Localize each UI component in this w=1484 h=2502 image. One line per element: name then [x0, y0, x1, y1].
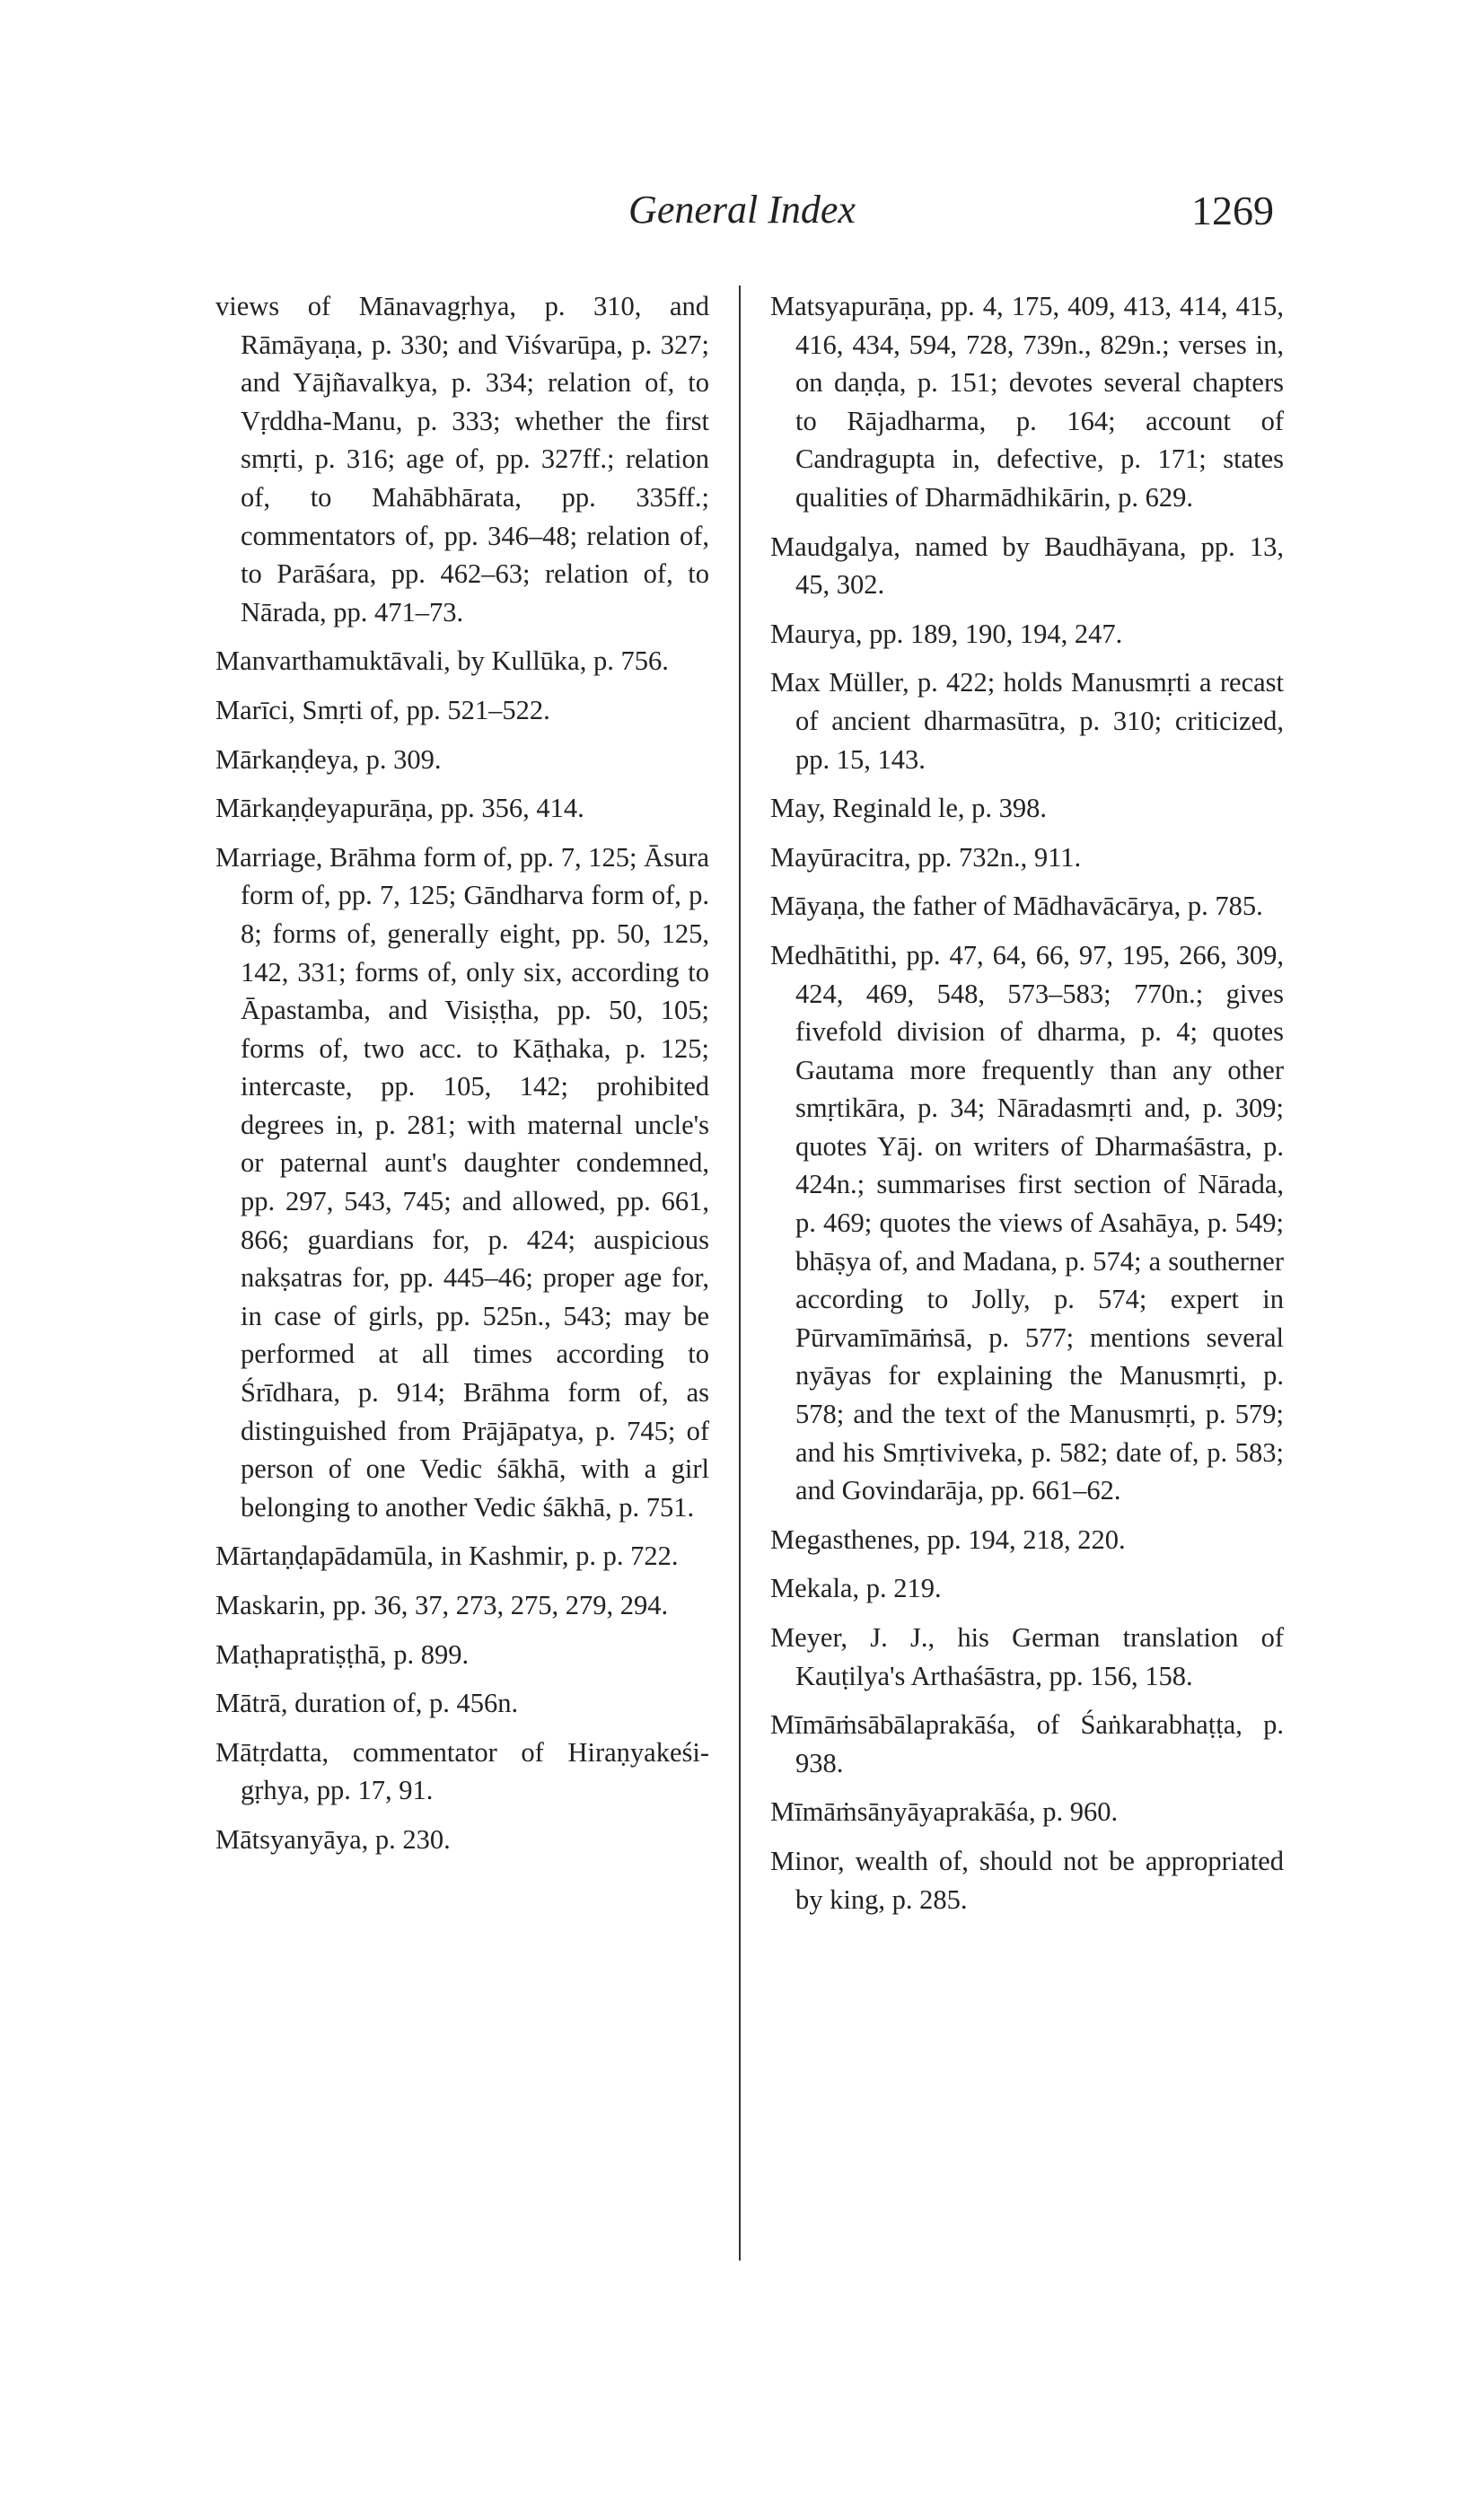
running-title: General Index [628, 188, 856, 232]
index-entry: Mātsyanyāya, p. 230. [215, 1823, 451, 1855]
index-entry: Mīmāṁsābālaprakāśa, of Śaṅkarabhaṭṭa, p. 938. [770, 1709, 1284, 1778]
index-entry: May, Reginald le, p. 398. [770, 793, 1048, 824]
index-entry: Max Müller, p. 422; holds Manusmṛti a recast of ancient dharmasūtra, p. 310; criticized, pp. 15, 143. [770, 667, 1284, 775]
index-entry: Minor, wealth of, should not be appropriated by king, p. 285. [770, 1845, 1284, 1915]
index-entry: Matsyapurāṇa, pp. 4, 175, 409, 413, 414, 415, 416, 434, 594, 728, 739n., 829n.; verses in, on daṇḍa, p. 151; devotes several chapters to Rājadharma, p. 164; account of Candragupta in, defective, p. 171; states qualities of Dharmādhikārin, p. 629. [770, 291, 1284, 513]
index-entry: Mayūracitra, pp. 732n., 911. [770, 841, 1082, 873]
index-entry: Mārkaṇḍeya, p. 309. [215, 743, 442, 775]
index-entry: Marīci, Smṛti of, pp. 521–522. [215, 694, 550, 725]
index-entry: Manvarthamuktāvali, by Kullūka, p. 756. [215, 645, 669, 677]
index-entry: Meyer, J. J., his German translation of Kauṭilya's Arthaśāstra, pp. 156, 158. [770, 1622, 1284, 1691]
index-entry: views of Mānavagṛhya, p. 310, and Rāmāyaṇa, p. 330; and Viśvarūpa, p. 327; and Yājñavalkya, p. 334; relation of, to Vṛddha-Manu, p. 333; whether the first smṛti, p. 316; age of, pp. 327ff.; relation of, to Mahābhārata, pp. 335ff.; commentators of, pp. 346–48; relation of, to Parāśara, pp. 462–63; relation of, to Nārada, pp. 471–73. [215, 291, 709, 628]
index-entry: Mātrā, duration of, p. 456n. [215, 1688, 519, 1719]
index-entry: Mekala, p. 219. [770, 1573, 942, 1604]
index-entry: Maudgalya, named by Baudhāyana, pp. 13, 45, 302. [770, 531, 1284, 601]
page-header [0, 187, 1484, 250]
index-entry: Maurya, pp. 189, 190, 194, 247. [770, 618, 1123, 649]
index-column-left [215, 287, 709, 1870]
column-divider [739, 285, 741, 2261]
index-entry: Megasthenes, pp. 194, 218, 220. [770, 1523, 1126, 1555]
index-entry: Maskarin, pp. 36, 37, 273, 275, 279, 294. [215, 1590, 669, 1620]
index-column-right [770, 287, 1284, 1929]
index-entry: Mārtaṇḍapādamūla, in Kashmir, p. p. 722. [215, 1541, 679, 1572]
index-entry: Maṭhapratiṣṭhā, p. 899. [215, 1638, 470, 1670]
page-number: 1269 [1191, 188, 1274, 233]
index-entry: Medhātithi, pp. 47, 64, 66, 97, 195, 266, 309, 424, 469, 548, 573–583; 770n.; gives fivefold division of dharma, p. 4; quotes Gautama more frequently than any other smṛtikāra, p. 34; Nāradasmṛti and, p. 309; quotes Yāj. on writers of Dharmaśāstra, p. 424n.; summarises first section of Nārada, p. 469; quotes the views of Asahāya, p. 549; bhāṣya of, and Madana, p. 574; a southerner according to Jolly, p. 574; expert in Pūrvamīmāṁsā, p. 577; mentions several nyāyas for explaining the Manusmṛti, p. 578; and the text of the Manusmṛti, p. 579; and his Smṛtiviveka, p. 582; date of, p. 583; and Govindarāja, pp. 661–62. [770, 939, 1284, 1506]
index-entry: Māyaṇa, the father of Mādhavācārya, p. 785. [770, 891, 1263, 922]
index-entry: Mīmāṁsānyāyaprakāśa, p. 960. [770, 1796, 1119, 1828]
index-entry: Mārkaṇḍeyapurāṇa, pp. 356, 414. [215, 793, 584, 824]
index-entry: Mātṛdatta, commentator of Hiraṇyakeśi-gṛhya, pp. 17, 91. [215, 1736, 709, 1806]
index-entry: Marriage, Brāhma form of, pp. 7, 125; Āsura form of, pp. 7, 125; Gāndharva form of, p. 8; forms of, generally eight, pp. 50, 125, 142, 331; forms of, only six, according to Āpastamba, and Visiṣṭha, pp. 50, 105; forms of, two acc. to Kāṭhaka, p. 125; intercaste, pp. 105, 142; prohibited degrees in, p. 281; with maternal uncle's or paternal aunt's daughter condemned, pp. 297, 543, 745; and allowed, pp. 661, 866; guardians for, p. 424; auspicious nakṣatras for, pp. 445–46; proper age for, in case of girls, pp. 525n., 543; may be performed at all times according to Śrīdhara, p. 914; Brāhma form of, as distinguished from Prājāpatya, p. 745; of person of one Vedic śākhā, with a girl belonging to another Vedic śākhā, p. 751. [215, 841, 709, 1523]
